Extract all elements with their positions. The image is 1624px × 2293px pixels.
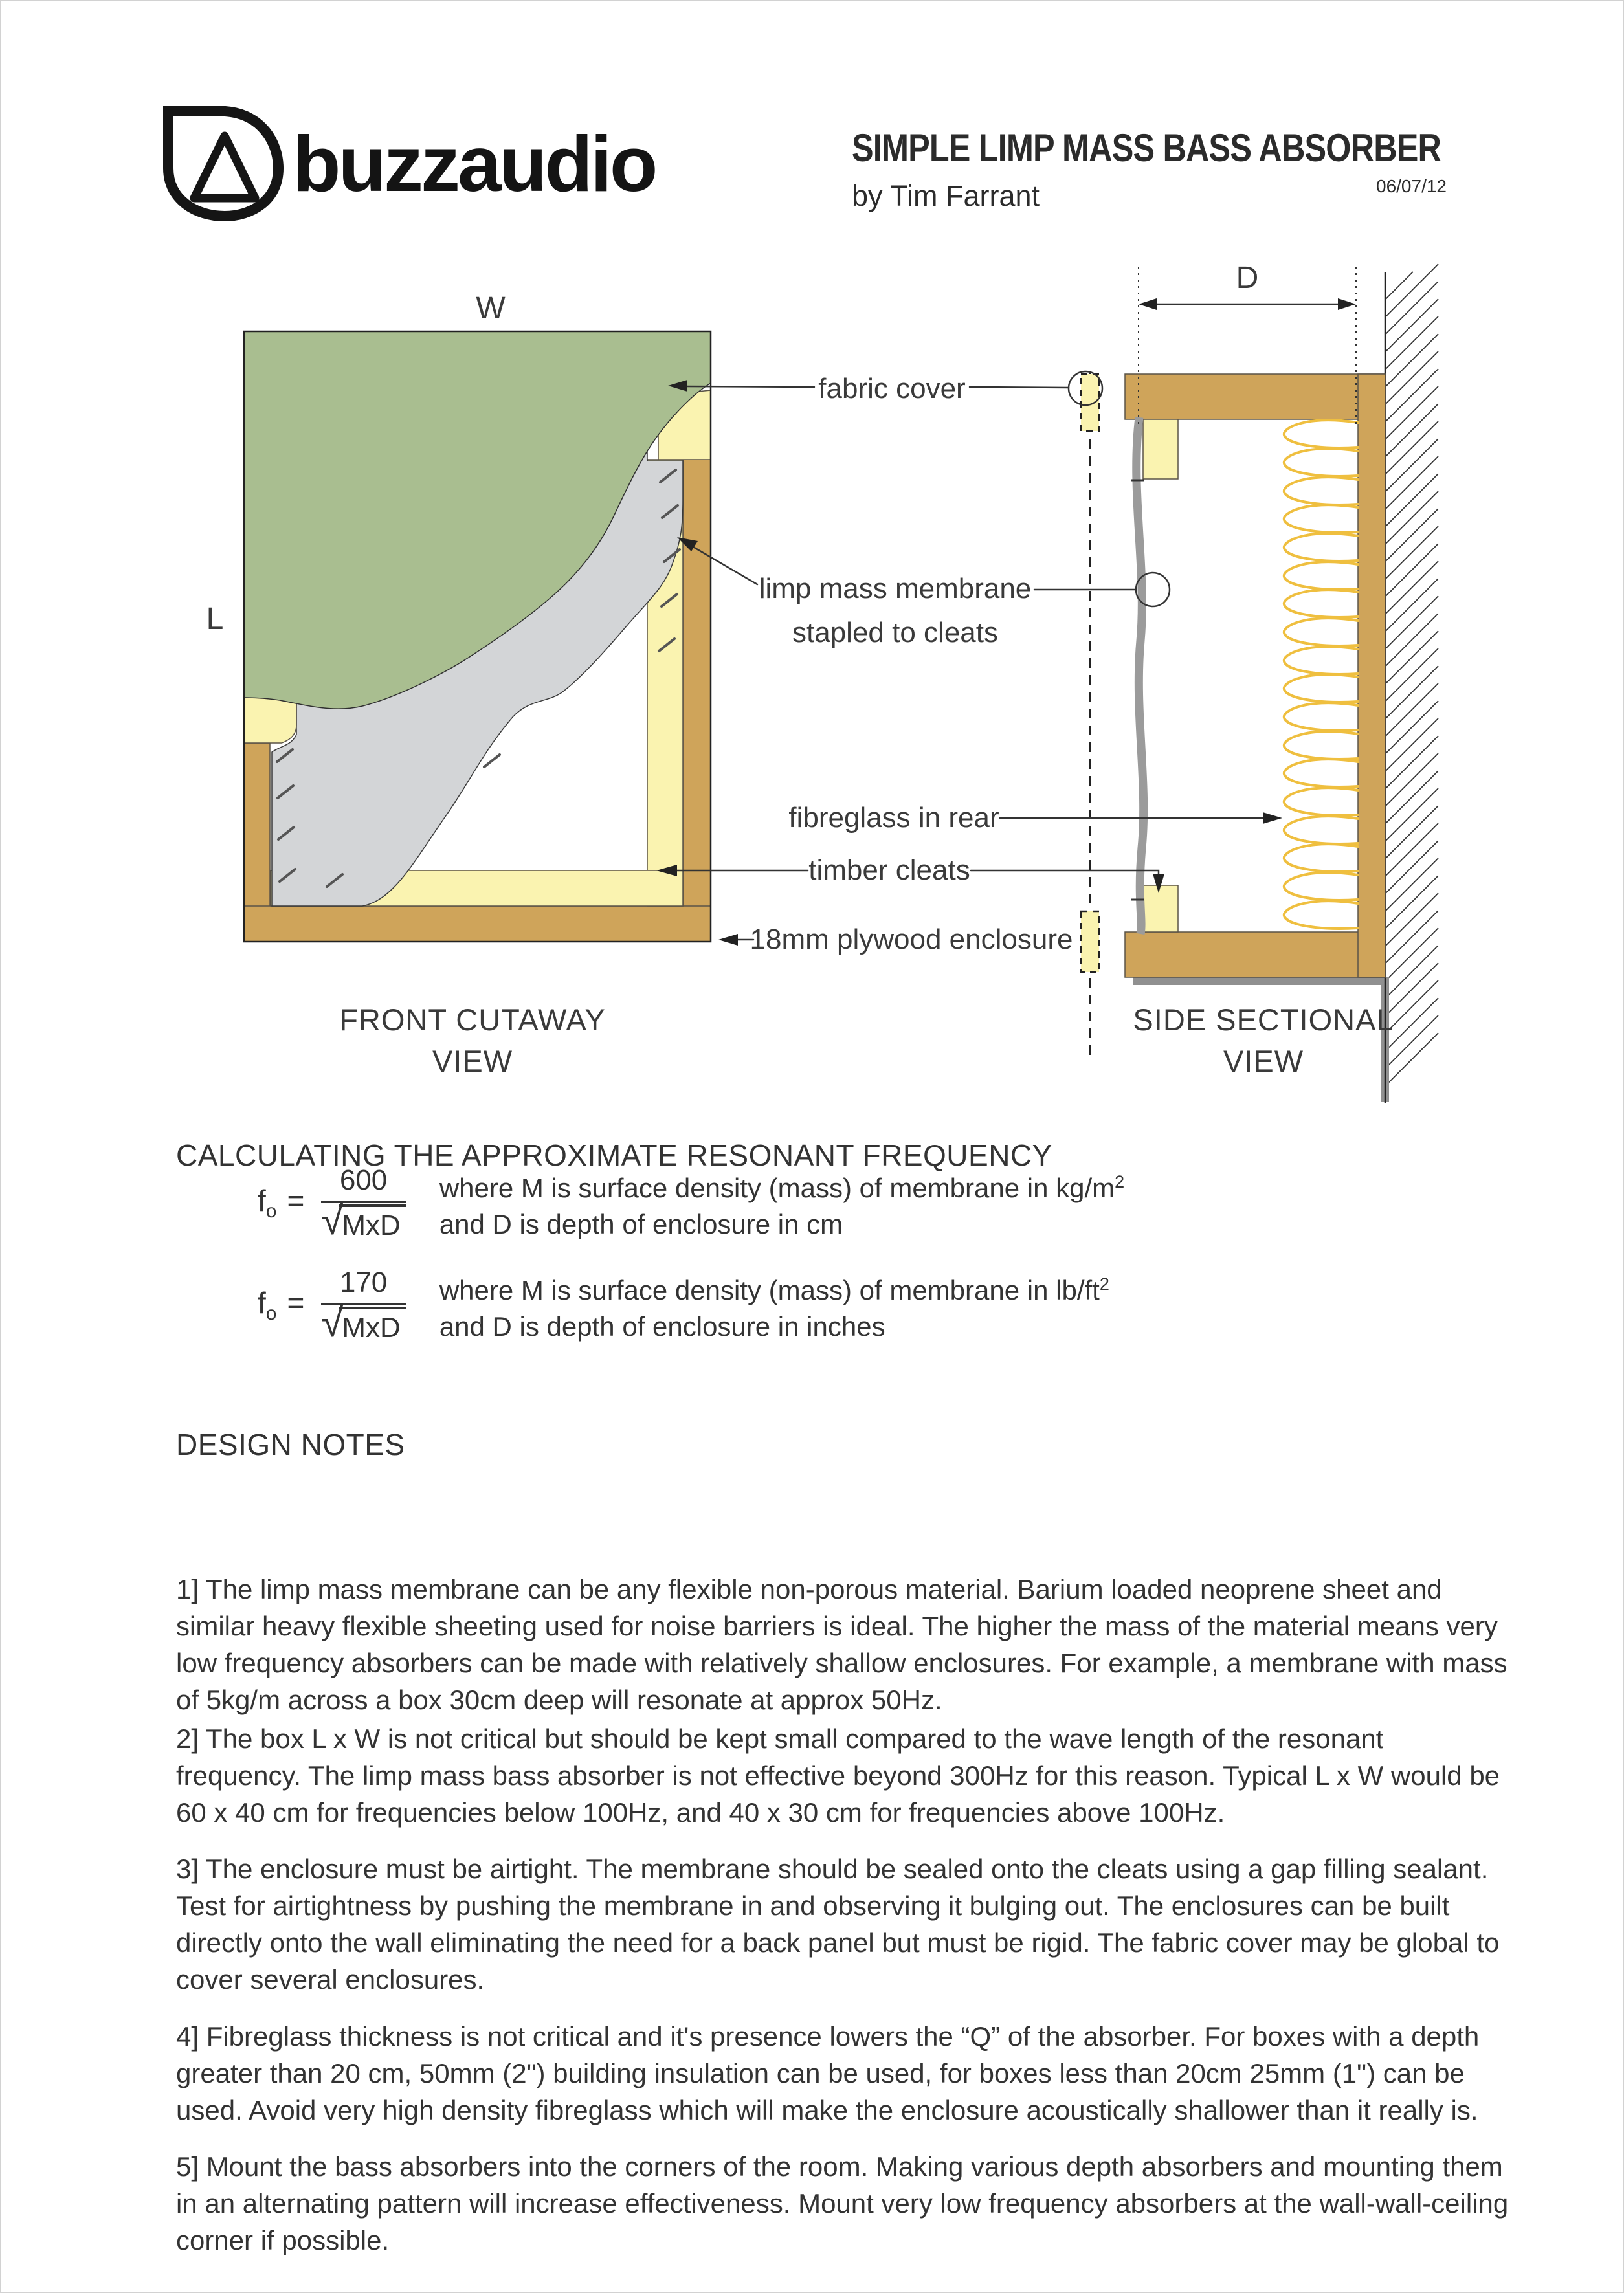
doc-date: 06/07/12 — [1376, 176, 1447, 196]
design-note-5: 5] Mount the bass absorbers into the corners of the room. Making various depth absorbers and mounting them in an alternating pattern will increase effectiveness. Mount very low frequency absorbers at the wall-wall-ceiling corner if possible. — [176, 2151, 1509, 2255]
label-membrane-line2: stapled to cleats — [792, 617, 998, 648]
label-membrane-line1: limp mass membrane — [759, 573, 1032, 604]
fabric-batten-bottom — [1081, 911, 1099, 972]
design-note-3: 3] The enclosure must be airtight. The membrane should be sealed onto the cleats using a gap filling sealant. Test for airtightness by pushing the membrane in and observing it bulging out. The enclosures can be built directly onto the wall eliminating the need for a back panel but must be rigid. The fabric cover may be global to cover several enclosures. — [176, 1854, 1500, 1995]
formula-fraction — [321, 1164, 405, 1242]
design-note-4: 4] Fibreglass thickness is not critical and it's presence lowers the “Q” of the absorber. For boxes with a depth greater than 20 cm, 50mm (2") building insulation can be used, for boxes less than 20cm 25mm (1") can be used. Avoid very high density fibreglass which will make the enclosure acoustically shallower than it really is. — [176, 2021, 1480, 2125]
plywood-back-panel — [1358, 374, 1385, 977]
width-label: W — [476, 291, 506, 326]
byline: by Tim Farrant — [852, 179, 1040, 212]
radicand: MxD — [339, 1307, 405, 1344]
formula-imperial — [258, 1266, 1109, 1345]
front-caption-line2: VIEW — [432, 1044, 513, 1078]
page-title: SIMPLE LIMP MASS BASS ABSORBER — [852, 126, 1441, 170]
fibreglass — [1284, 449, 1358, 929]
cleat-top-side — [1143, 419, 1178, 479]
formula-heading: CALCULATING THE APPROXIMATE RESONANT FREQUENCY — [176, 1138, 1052, 1172]
plywood-bottom — [244, 906, 711, 942]
label-fibreglass: fibreglass in rear — [788, 802, 999, 834]
plywood-bottom-side — [1125, 932, 1385, 977]
design-note-1: 1] The limp mass membrane can be any flexible non-porous material. Barium loaded neoprene sheet and similar heavy flexible sheeting used for noise barriers is ideal. The higher the mass of the material means very low frequency absorbers can be made with relatively shallow enclosures. For example, a membrane with mass of 5kg/m across a box 30cm deep will resonate at approx 50Hz. — [176, 1574, 1507, 1715]
label-timber-cleats: timber cleats — [808, 854, 970, 886]
fibreglass-coil — [1284, 420, 1358, 448]
arrow-plywood — [718, 934, 738, 946]
radical-sign: √ — [321, 1301, 344, 1346]
membrane-side — [1137, 417, 1144, 934]
arrow-fibreglass — [1263, 812, 1282, 824]
front-cutaway-view — [206, 291, 711, 1078]
dim-arrowhead-left — [1139, 298, 1157, 310]
plywood-top-side — [1125, 374, 1385, 419]
radical-sign: √ — [321, 1199, 344, 1243]
callout-labels — [656, 373, 1282, 955]
side-caption-line1: SIDE SECTIONAL — [1133, 1002, 1394, 1037]
fabric-batten-top — [1081, 374, 1099, 431]
design-note-2: 2] The box L x W is not critical but should be kept small compared to the wave length of the resonant frequency. The limp mass bass absorber is not effective beyond 300Hz for this reason. Typical L x W would be 60 x 40 cm for frequencies below 100Hz, and 40 x 30 cm for frequencies above 100Hz. — [176, 1723, 1500, 1828]
front-caption-line1: FRONT CUTAWAY — [339, 1002, 606, 1037]
formula-symbol: $f_o$ = — [258, 1184, 305, 1223]
plywood-right — [683, 460, 711, 911]
logo-text: buzzaudio — [293, 119, 656, 208]
label-plywood: 18mm plywood enclosure — [750, 924, 1073, 955]
formula-symbol: $f_o$ = — [258, 1286, 305, 1325]
formula-fraction — [321, 1267, 405, 1344]
radicand: MxD — [339, 1204, 405, 1242]
side-sectional-view — [1069, 261, 1438, 1103]
design-notes-heading: DESIGN NOTES — [176, 1428, 405, 1461]
cleat-bottom-side — [1143, 885, 1178, 932]
shadow-bottom — [1133, 977, 1389, 985]
numerator: 600 — [321, 1164, 405, 1203]
formula-metric — [258, 1164, 1124, 1243]
numerator: 170 — [321, 1267, 405, 1305]
depth-label: D — [1236, 261, 1259, 295]
length-label: L — [206, 602, 224, 636]
formula-description: where M is surface density (mass) of membrane in $kg/m^2$ and D is depth of enclosure in cm — [439, 1172, 1125, 1239]
formula-description: where M is surface density (mass) of membrane in $lb/ft^2$ and D is depth of enclosure in inches — [439, 1274, 1109, 1342]
side-caption-line2: VIEW — [1223, 1044, 1304, 1078]
wall-hatching — [1385, 264, 1438, 1086]
dim-arrowhead-right — [1338, 298, 1356, 310]
label-fabric-cover: fabric cover — [818, 373, 966, 404]
plywood-left — [244, 743, 270, 911]
